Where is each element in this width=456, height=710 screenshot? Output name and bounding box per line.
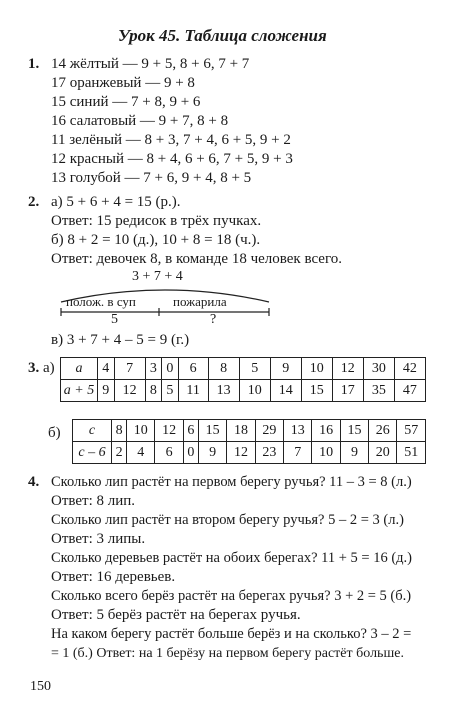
task-4-line: Сколько лип растёт на первом берегу ручья? 11 – 3 = 8 (л.): [51, 474, 412, 490]
table-cell: 10: [127, 420, 155, 442]
table-row: [73, 442, 426, 464]
table-cell: 4: [127, 442, 155, 464]
task-2-line: Ответ: девочек 8, в команде 18 человек всего.: [51, 251, 342, 267]
table-row: [61, 358, 426, 380]
task-1-line: 16 салатовый — 9 + 7, 8 + 8: [51, 113, 229, 129]
diagram-total-label: 3 + 7 + 4: [132, 269, 183, 284]
table-cell: 42: [394, 358, 425, 380]
table-cell: 20: [369, 442, 397, 464]
table-a: [60, 357, 426, 402]
task-4-line: Ответ: 5 берёз растёт на берегах ручья.: [51, 607, 301, 623]
table-cell: c: [73, 420, 112, 442]
table-cell: 10: [301, 358, 332, 380]
table-cell: 8: [112, 420, 127, 442]
task-3-label-b: б): [48, 425, 61, 441]
diagram-segment-1-label: полож. в суп: [66, 294, 136, 309]
task-2-line: б) 8 + 2 = 10 (д.), 10 + 8 = 18 (ч.).: [51, 232, 261, 248]
task-4-line: Ответ: 8 лип.: [51, 493, 136, 509]
diagram-segment-2-value: ?: [210, 312, 217, 327]
table-cell: 29: [255, 420, 283, 442]
table-cell: 23: [255, 442, 283, 464]
table-cell: 8: [145, 380, 162, 402]
task-4-line: Сколько деревьев растёт на обоих берегах? 11 + 5 = 16 (д.): [51, 550, 412, 566]
task-4-line: Ответ: 3 липы.: [51, 531, 146, 547]
page-title: Урок 45. Таблица сложения: [118, 26, 327, 45]
task-2-number: 2.: [28, 194, 40, 210]
table-cell: 15: [340, 420, 368, 442]
table-cell: 12: [155, 420, 183, 442]
task-4-line: На каком берегу растёт больше берёз и на сколько? 3 – 2 =: [51, 626, 412, 642]
table-cell: 9: [198, 442, 226, 464]
table-cell: a + 5: [61, 380, 98, 402]
table-cell: 0: [183, 442, 198, 464]
table-cell: 16: [312, 420, 340, 442]
table-cell: 30: [363, 358, 394, 380]
table-cell: 10: [239, 380, 270, 402]
task-1-line: 11 зелёный — 8 + 3, 7 + 4, 6 + 5, 9 + 2: [51, 132, 291, 148]
table-cell: 11: [178, 380, 208, 402]
table-cell: 9: [98, 380, 115, 402]
table-cell: 13: [284, 420, 312, 442]
table-cell: 0: [162, 358, 179, 380]
table-row: [61, 380, 426, 402]
task-1-line: 13 голубой — 7 + 6, 9 + 4, 8 + 5: [51, 170, 252, 186]
task-1-number: 1.: [28, 56, 40, 72]
task-1-line: 12 красный — 8 + 4, 6 + 6, 7 + 5, 9 + 3: [51, 151, 293, 167]
table-cell: 47: [394, 380, 425, 402]
table-cell: 10: [312, 442, 340, 464]
task-1-line: 17 оранжевый — 9 + 8: [51, 75, 195, 91]
table-cell: 51: [397, 442, 426, 464]
table-cell: 12: [332, 358, 363, 380]
table-cell: 18: [227, 420, 255, 442]
task-2-line: а) 5 + 6 + 4 = 15 (р.).: [51, 194, 181, 210]
table-cell: 9: [340, 442, 368, 464]
table-cell: 5: [239, 358, 270, 380]
diagram-segment-2-label: пожарила: [173, 294, 227, 309]
table-cell: 12: [114, 380, 145, 402]
task-3-number: 3.: [28, 360, 40, 376]
task-2-line: Ответ: 15 редисок в трёх пучках.: [51, 213, 262, 229]
task-2-line: в) 3 + 7 + 4 – 5 = 9 (г.): [51, 332, 190, 348]
table-cell: a: [61, 358, 98, 380]
table-cell: 2: [112, 442, 127, 464]
task-1-line: 15 синий — 7 + 8, 9 + 6: [51, 94, 201, 110]
task-4-line: = 1 (б.) Ответ: на 1 берёзу на первом берегу растёт больше.: [51, 646, 404, 661]
task-4-line: Сколько всего берёз растёт на берегах ручья? 3 + 2 = 5 (б.): [51, 588, 412, 604]
table-cell: 26: [369, 420, 397, 442]
table-row: [73, 420, 426, 442]
table-cell: 6: [155, 442, 183, 464]
table-cell: 7: [114, 358, 145, 380]
table-cell: 12: [227, 442, 255, 464]
table-cell: 35: [363, 380, 394, 402]
table-cell: 15: [301, 380, 332, 402]
table-cell: 5: [162, 380, 179, 402]
page-number: 150: [30, 679, 51, 694]
table-cell: 13: [208, 380, 239, 402]
table-cell: 4: [98, 358, 115, 380]
task-3-label-a: а): [43, 360, 55, 376]
table-cell: 15: [198, 420, 226, 442]
table-cell: c – 6: [73, 442, 112, 464]
table-cell: 7: [284, 442, 312, 464]
table-cell: 9: [270, 358, 301, 380]
table-cell: 3: [145, 358, 162, 380]
table-b: [72, 419, 426, 464]
task-4-line: Сколько лип растёт на втором берегу ручья? 5 – 2 = 3 (л.): [51, 512, 404, 528]
task-4-number: 4.: [28, 474, 40, 490]
table-cell: 8: [208, 358, 239, 380]
task-1-line: 14 жёлтый — 9 + 5, 8 + 6, 7 + 7: [51, 56, 250, 72]
table-cell: 57: [397, 420, 426, 442]
table-cell: 6: [178, 358, 208, 380]
table-cell: 6: [183, 420, 198, 442]
table-cell: 17: [332, 380, 363, 402]
diagram-segment-1-value: 5: [111, 312, 118, 327]
task-4-line: Ответ: 16 деревьев.: [51, 569, 176, 585]
table-cell: 14: [270, 380, 301, 402]
